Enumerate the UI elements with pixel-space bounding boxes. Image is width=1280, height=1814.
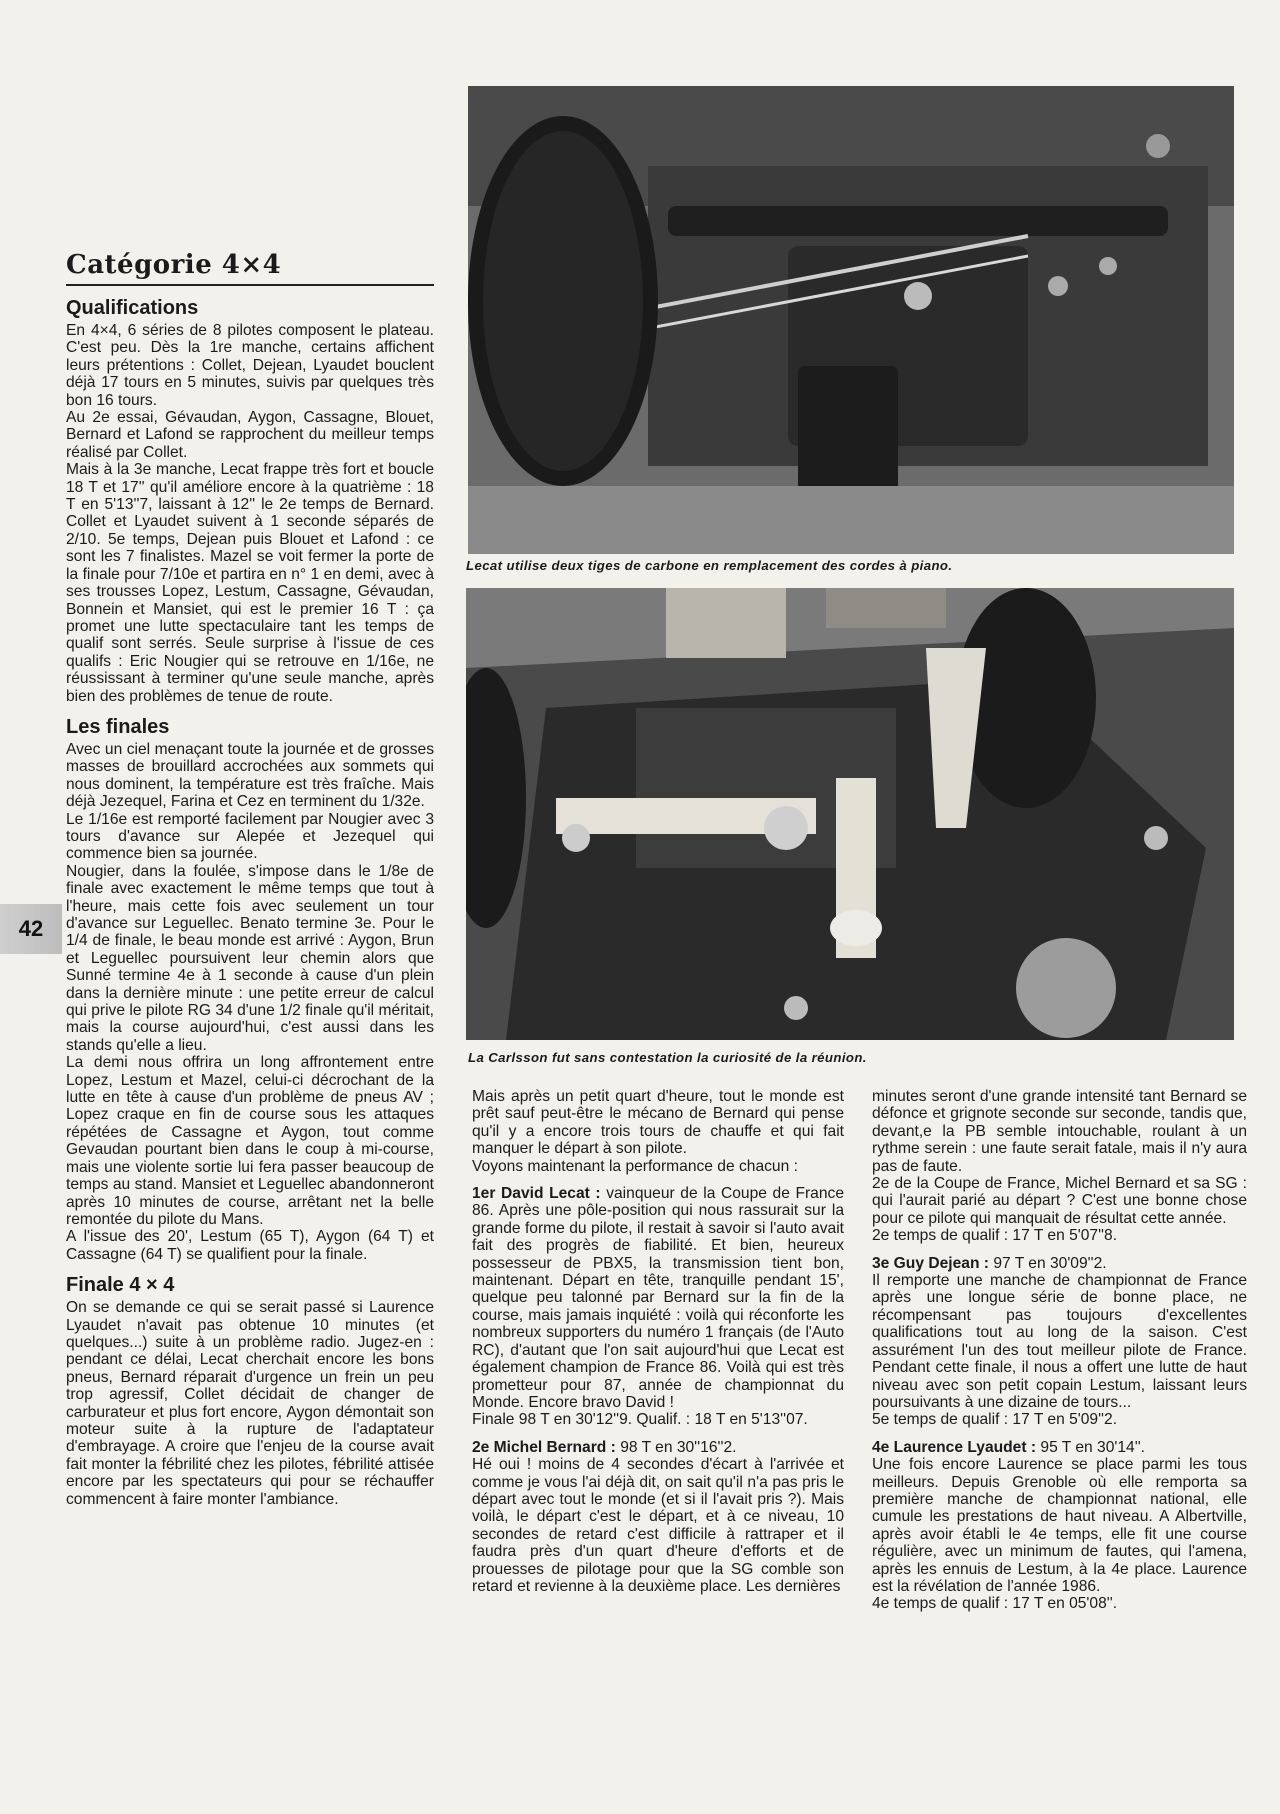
pilot-1-result: Finale 98 T en 30'12''9. Qualif. : 18 T en 5'13''07. [472, 1411, 808, 1429]
pilot-4-body: Une fois encore Laurence se place parmi les tous meilleurs. Depuis Grenoble où elle remporta sa première manche de championnat national, elle cumule les prestations de haut niveau. A Albertville, après avoir établi le 4e temps, elle fit une course régulière, avec un minimum de fautes, qui l'amena, après les ennuis de Lestum, à la 4e place. Laurence est la révélation de l'année 1986. [872, 1456, 1247, 1595]
pilot-1-entry [472, 1185, 844, 1411]
category-title: Catégorie 4×4 [66, 250, 282, 280]
pilot-3-text: 97 T en 30'09''2. [989, 1254, 1107, 1272]
finales-paragraph: A l'issue des 20', Lestum (65 T), Aygon (64 T) et Cassagne (64 T) se qualifient pour la finale. [66, 1228, 434, 1263]
finales-paragraph: Le 1/16e est remporté facilement par Nougier avec 3 tours d'avance sur Alepée et Jezequel qui commence bien sa journée. [66, 810, 434, 863]
qualifications-paragraph: Mais à la 3e manche, Lecat frappe très fort et boucle 18 T et 17'' qu'il améliore encore à la quatrième : 18 T en 5'13''7, laissant à 12'' le 2e temps de Bernard. Collet et Lyaudet suivent à 1 seconde séparés de 2/10. 5e temps, Dejean puis Blouet et Lafond : ce sont les 7 finalistes. Mazel se voit fermer la porte de la finale pour 7/10e et partira en n° 1 en demi, avec à ses trousses Lopez, Lestum, Cassagne, Gévaudan, Bonnein et Mansiet, qui est le premier 16 T : ça promet une lutte spectaculaire tant les temps de qualif sont serrés. Seule surprise à l'issue de ces qualifs : Eric Nougier qui se retrouve en 1/16e, ne réussissant à terminer qu'une seule manche, après bien des problèmes de tenue de route. [66, 461, 434, 705]
pilot-2-result: 2e temps de qualif : 17 T en 5'07''8. [872, 1227, 1118, 1245]
qualifications-paragraph: Au 2e essai, Gévaudan, Aygon, Cassagne, Blouet, Bernard et Lafond se rapprochent du meilleur temps réalisé par Collet. [66, 409, 434, 461]
right-continuation: minutes seront d'une grande intensité tant Bernard se défonce et grignote seconde sur seconde, tandis que, devant,e la PB semble intouchable, roulant à un rythme serein : une faute serait fatale, mais il n'y aura pas de faute. [872, 1088, 1247, 1175]
pilot-2-text: 98 T en 30''16''2. [615, 1438, 737, 1456]
pilot-4-result: 4e temps de qualif : 17 T en 05'08''. [872, 1595, 1118, 1613]
photo-rc-car-chassis-top [468, 86, 1234, 554]
finales-paragraph: La demi nous offrira un long affrontement entre Lopez, Lestum et Mazel, celui-ci décrochant de la lutte en tête à cause d'un problème de pneus AV ; Lopez craque en fin de course sous les attaques répétées de Cassagne et Aygon, tout comme Gevaudan pourtant bien dans le coup à mi-course, mais une violente sortie lui fera passer beaucoup de temps au stand. Mansiet et Leguellec abandonneront après 10 minutes de course, arrêtant net la belle remontée du pilote du Mans. [66, 1054, 434, 1228]
page-number: 42 [0, 904, 62, 954]
photo-carlsson-chassis [466, 588, 1234, 1040]
pilot-2-entry [472, 1439, 844, 1456]
photo-2-caption: La Carlsson fut sans contestation la curiosité de la réunion. [468, 1050, 867, 1065]
finales-paragraph: Avec un ciel menaçant toute la journée et de grosses masses de brouillard accrochées aux sommets qui nous dominent, la température est très fraîche. Mais déjà Jezequel, Farina et Cez en terminent du 1/32e. [66, 740, 434, 811]
finales-heading: Les finales [66, 715, 170, 738]
photo-1-caption: Lecat utilise deux tiges de carbone en remplacement des cordes à piano. [466, 558, 953, 573]
pilot-1-name: 1er David Lecat : [472, 1185, 601, 1203]
finale-heading: Finale 4 × 4 [66, 1274, 175, 1297]
qualifications-heading: Qualifications [66, 297, 199, 319]
right-column [872, 1088, 1247, 1613]
pilot-2-follow: 2e de la Coupe de France, Michel Bernard et sa SG : qui l'aurait parié au départ ? C'est une bonne chose pour ce pilote qui manquait de résultat cette année. [872, 1175, 1247, 1227]
photo-1-drawing [468, 86, 1234, 554]
pilot-2-body: Hé oui ! moins de 4 secondes d'écart à l'arrivée et comme je vous l'ai déjà dit, on sait qu'il n'a pas pris le départ avec tout le monde (et si il l'avait pris ?). Mais voilà, le départ c'est le départ, et à ce niveau, 10 secondes de retard c'est difficile à rattraper et il faudra près d'un quart d'heure d'efforts et de prouesses de pilotage pour que la SG comble son retard et revienne à la deuxième place. Les dernières [472, 1456, 844, 1595]
finales-paragraph: Nougier, dans la foulée, s'impose dans le 1/8e de finale avec exactement le même temps que tout à l'heure, mais cette fois avec seulement un tour d'avance sur Leguellec. Benato termine 3e. Pour le 1/4 de finale, le beau monde est arrivé : Aygon, Brun et Leguellec poursuivent leur chemin alors que Sunné termine 4e à 1 seconde à cause d'un plein dans la dernière minute : une petite erreur de calcul qui prive le pilote RG 34 d'une 1/2 finale qu'il méritait, mais la course aujourd'hui, c'est aussi dans les stands qu'elle a lieu. [66, 862, 434, 1054]
photo-2-drawing [466, 588, 1234, 1040]
pilot-3-result: 5e temps de qualif : 17 T en 5'09''2. [872, 1411, 1118, 1429]
qualifications-paragraph: En 4×4, 6 séries de 8 pilotes composent le plateau. C'est peu. Dès la 1re manche, certains affichent leurs prétentions : Collet, Dejean, Lyaudet bouclent déjà 17 tours en 5 minutes, suivis par quelques très bon 16 tours. [66, 322, 434, 409]
pilot-1-text: vainqueur de la Coupe de France 86. Après une pôle-position qui nous rassurait sur la grande forme du pilote, il restait à savoir si l'auto avait fait des progrès de fiabilité. Et bien, heureux possesseur de PBX5, la transmission tient bon, maintenant. Départ en tête, tranquille pendant 15', quelque peu talonné par Bernard sur la fin de la course, mais jamais inquiété : voilà qui réconforte les nombreux supporters du numéro 1 français (de l'Auto RC), d'autant que l'on sait aujourd'hui que Lecat est également champion de France 86. Voilà qui est très prometteur pour 87, année de championnat du Monde. Encore bravo David ! [472, 1185, 844, 1411]
left-column [66, 250, 434, 1508]
pilot-3-name: 3e Guy Dejean : [872, 1254, 989, 1272]
pilot-2-name: 2e Michel Bernard : [472, 1438, 616, 1456]
pilot-3-body: Il remporte une manche de championnat de France après une longue série de bonne place, ne récompensant pas toujours d'excellentes qualifications tout au long de la saison. C'est assurément l'un des tout meilleur pilote de France. Pendant cette finale, il nous a offert une lutte de haut niveau avec son petit copain Lestum, laissant leurs poursuivants à une dizaine de tours... [872, 1272, 1247, 1411]
middle-intro-paragraph: Mais après un petit quart d'heure, tout le monde est prêt sauf peut-être le mécano de Bernard qui pense qu'il y a encore trois tours de chauffe et qui fait manquer le départ à son pilote. [472, 1088, 844, 1158]
pilot-4-entry [872, 1439, 1247, 1456]
middle-intro-paragraph: Voyons maintenant la performance de chacun : [472, 1157, 798, 1175]
pilot-4-name: 4e Laurence Lyaudet : [872, 1438, 1037, 1456]
pilot-3-entry [872, 1255, 1247, 1272]
middle-column [472, 1088, 844, 1595]
finale-paragraph: On se demande ce qui se serait passé si Laurence Lyaudet n'avait pas obtenue 10 minutes (et quelques...) suite à un problème radio. Jugez-en : pendant ce délai, Lecat cherchait encore les bons pneus, Bernard réparait d'urgence un frein un peu trop agressif, Collet décidait de changer de carburateur et plus fort encore, Aygon démontait son moteur suite à la rupture de l'adaptateur d'embrayage. A croire que l'enjeu de la course avait fait monter la fébrilité chez les pilotes, fébrilité attisée encore par les spectateurs qui pour se réchauffer commencent à faire monter l'ambiance. [66, 1299, 434, 1508]
title-rule [66, 284, 434, 286]
pilot-4-text: 95 T en 30'14''. [1036, 1438, 1146, 1456]
